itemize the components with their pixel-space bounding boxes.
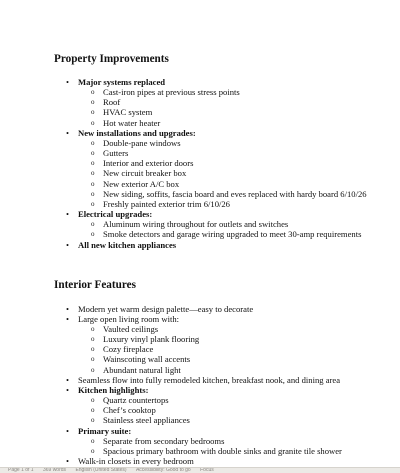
circle-bullet-icon: o [91, 159, 95, 168]
list-item-label: New installations and upgrades: [78, 127, 196, 138]
sub-list-item-label: Stainless steel appliances [103, 415, 190, 426]
sub-list-item [91, 179, 394, 189]
sub-list [78, 219, 394, 239]
status-bar [0, 467, 400, 473]
circle-bullet-icon: o [91, 189, 95, 198]
sub-list-item-label: Double-pane windows [103, 137, 181, 148]
list-item [66, 128, 394, 209]
sub-list-item-label: Vaulted ceilings [103, 323, 159, 334]
sub-list-item [91, 415, 394, 425]
list-item-label: Electrical upgrades: [78, 209, 153, 220]
sub-list [78, 436, 394, 456]
circle-bullet-icon: o [91, 324, 95, 333]
list-item-label: Primary suite: [78, 425, 132, 436]
circle-bullet-icon: o [91, 406, 95, 415]
circle-bullet-icon: o [91, 98, 95, 107]
circle-bullet-icon: o [91, 179, 95, 188]
sub-list-item-label: Cozy fireplace [103, 344, 154, 355]
circle-bullet-icon: o [91, 149, 95, 158]
sub-list-item [91, 219, 394, 229]
interior-features-list [54, 304, 394, 467]
list-item [66, 456, 394, 466]
sub-list-item [91, 344, 394, 354]
sub-list-item-label: Cast-iron pipes at previous stress points [103, 87, 240, 98]
sub-list-item-label: Hot water heater [103, 117, 161, 128]
list-item-label: Walk-in closets in every bedroom [78, 456, 194, 466]
sub-list-item [91, 334, 394, 344]
bullet-icon: • [66, 313, 70, 324]
sub-list-item [91, 87, 394, 97]
sub-list-item-label: Luxury vinyl plank flooring [103, 334, 200, 345]
sub-list-item-label: New exterior A/C box [103, 178, 180, 189]
list-item [66, 426, 394, 456]
sub-list-item-label: New siding, soffits, fascia board and eves replaced with hardy board 6/10/26 [103, 188, 367, 199]
sub-list-item [91, 446, 394, 456]
bullet-icon: • [66, 384, 70, 395]
bullet-icon: • [66, 209, 70, 220]
sub-list-item-label: Gutters [103, 148, 129, 159]
list-item-label: All new kitchen appliances [78, 239, 177, 250]
circle-bullet-icon: o [91, 199, 95, 208]
sub-list-item [91, 158, 394, 168]
bullet-icon: • [66, 239, 70, 250]
list-item-label: Modern yet warm design palette—easy to decorate [78, 303, 254, 314]
accessibility-status[interactable]: Accessibility: Good to go [135, 467, 191, 473]
bullet-icon: • [66, 127, 70, 138]
sub-list-item [91, 97, 394, 107]
sub-list-item [91, 107, 394, 117]
sub-list-item-label: Abundant natural light [103, 364, 181, 375]
sub-list-item-label: Smoke detectors and garage wiring upgraded to meet 30-amp requirements [103, 229, 362, 240]
circle-bullet-icon: o [91, 118, 95, 127]
list-item [66, 375, 394, 385]
property-improvements-list [54, 77, 394, 250]
list-item-label: Seamless flow into fully remodeled kitchen, breakfast nook, and dining area [78, 374, 341, 385]
list-item-label: Kitchen highlights: [78, 384, 149, 395]
sub-list-item-label: Separate from secondary bedrooms [103, 435, 225, 446]
circle-bullet-icon: o [91, 365, 95, 374]
bullet-icon: • [66, 77, 70, 87]
list-item [66, 314, 394, 375]
circle-bullet-icon: o [91, 345, 95, 354]
section-heading-interior-features: Interior Features [54, 278, 136, 291]
circle-bullet-icon: o [91, 220, 95, 229]
sub-list-item [91, 138, 394, 148]
sub-list [78, 87, 394, 128]
circle-bullet-icon: o [91, 335, 95, 344]
sub-list-item-label: Interior and exterior doors [103, 158, 194, 169]
circle-bullet-icon: o [91, 138, 95, 147]
sub-list-item [91, 118, 394, 128]
sub-list-item [91, 365, 394, 375]
circle-bullet-icon: o [91, 396, 95, 405]
language-indicator[interactable]: English (United States) [75, 467, 127, 473]
sub-list-item-label: Chef’s cooktop [103, 405, 156, 416]
sub-list-item [91, 229, 394, 239]
list-item [66, 209, 394, 239]
sub-list-item [91, 324, 394, 334]
circle-bullet-icon: o [91, 108, 95, 117]
document-body [54, 51, 394, 466]
sub-list-item-label: Aluminum wiring throughout for outlets and switches [103, 219, 289, 230]
page-count[interactable]: Page 1 of 1 [8, 467, 34, 473]
word-count[interactable]: 369 words [42, 467, 67, 473]
section-heading-property-improvements: Property Improvements [54, 53, 169, 65]
sub-list-item [91, 436, 394, 446]
bullet-icon: • [66, 303, 70, 314]
sub-list [78, 138, 394, 209]
list-item [66, 240, 394, 250]
sub-list-item-label: Freshly painted exterior trim 6/10/26 [103, 198, 230, 209]
sub-list-item-label: HVAC system [103, 107, 153, 118]
circle-bullet-icon: o [91, 416, 95, 425]
focus-button[interactable]: Focus [200, 467, 214, 473]
circle-bullet-icon: o [91, 230, 95, 239]
bullet-icon: • [66, 425, 70, 436]
sub-list-item-label: Spacious primary bathroom with double sinks and granite tile shower [103, 445, 342, 456]
sub-list-item-label: Wainscoting wall accents [103, 354, 191, 365]
sub-list-item-label: New circuit breaker box [103, 168, 187, 179]
list-item [66, 77, 394, 128]
sub-list-item [91, 354, 394, 364]
sub-list-item [91, 395, 394, 405]
circle-bullet-icon: o [91, 436, 95, 445]
sub-list-item [91, 405, 394, 415]
bullet-icon: • [66, 456, 70, 466]
sub-list-item [91, 199, 394, 209]
list-item [66, 304, 394, 314]
sub-list-item-label: Roof [103, 97, 121, 108]
sub-list-item-label: Quartz countertops [103, 395, 169, 406]
circle-bullet-icon: o [91, 355, 95, 364]
sub-list-item [91, 148, 394, 158]
sub-list-item [91, 168, 394, 178]
list-item-label: Large open living room with: [78, 313, 180, 324]
list-item-label: Major systems replaced [78, 77, 166, 87]
circle-bullet-icon: o [91, 446, 95, 455]
circle-bullet-icon: o [91, 169, 95, 178]
list-item [66, 385, 394, 426]
bullet-icon: • [66, 374, 70, 385]
circle-bullet-icon: o [91, 88, 95, 97]
sub-list-item [91, 189, 394, 199]
sub-list [78, 324, 394, 375]
sub-list [78, 395, 394, 425]
